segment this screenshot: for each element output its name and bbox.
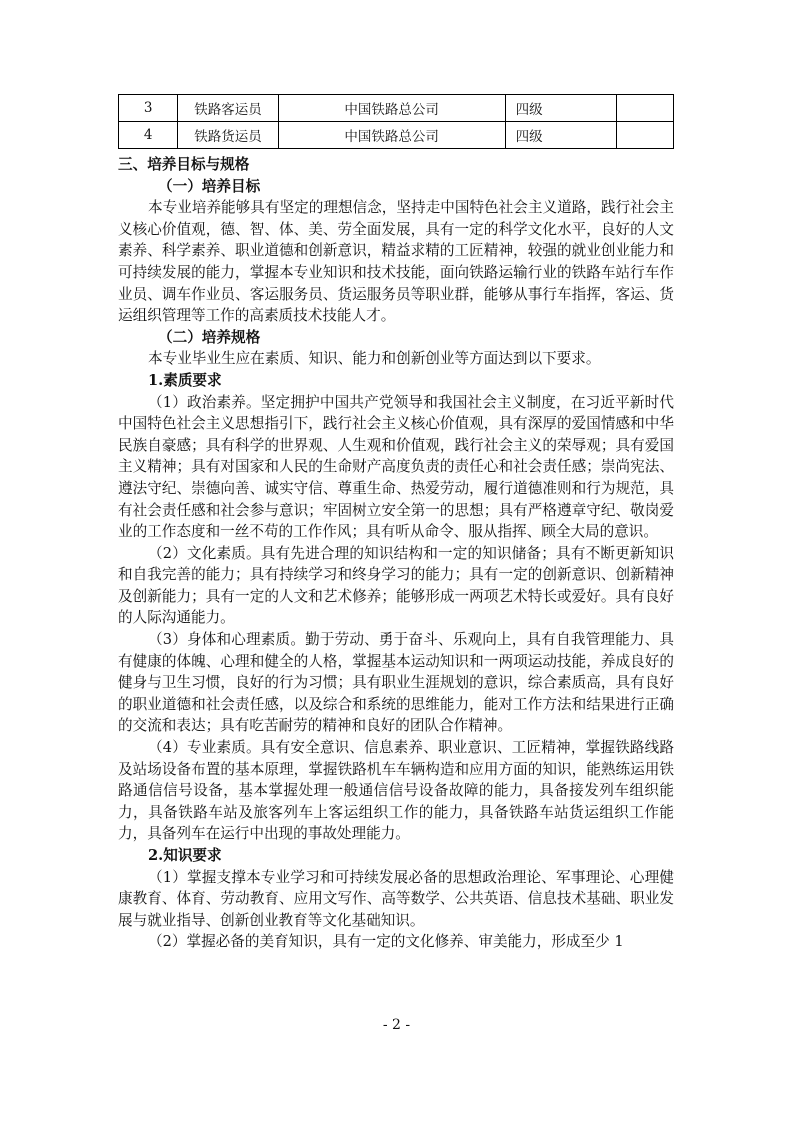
quality-item-physical: （3）身体和心理素质。勤于劳动、勇于奋斗、乐观向上，具有自我管理能力、具有健康的体魄、心理和健全的人格，掌握基本运动知识和一两项运动技能，养成良好的健身与卫生习惯，良好的行为习惯；具有职业生涯规划的意识，综合素质高，具有良好的职业道德和社会责任感，以及综合和系统的思维能力，能对工作方法和结果进行正确的交流和表达；具有吃苦耐劳的精神和良好的团队合作精神。 (118, 631, 674, 735)
subsection-heading-spec: （二）培养规格 (158, 328, 261, 346)
certificate-table (118, 94, 674, 149)
table-row (119, 122, 674, 149)
note-cell (616, 122, 673, 149)
cert-level: 四级 (505, 95, 616, 122)
job-title: 铁路客运员 (178, 95, 278, 122)
note-cell (616, 95, 673, 122)
document-body (118, 154, 674, 953)
issuing-org: 中国铁路总公司 (278, 122, 505, 149)
row-number: 4 (119, 122, 178, 149)
table-row (119, 95, 674, 122)
quality-item-professional: （4）专业素质。具有安全意识、信息素养、职业意识、工匠精神，掌握铁路线路及站场设备布置的基本原理，掌握铁路机车车辆构造和应用方面的知识，能熟练运用铁路通信信号设备，基本掌握处理一般通信信号设备故障的能力，具备接发列车组织能力，具备铁路车站及旅客列车上客运组织工作的能力，具备铁路车站货运组织工作能力，具备列车在运行中出现的事故处理能力。 (118, 739, 674, 843)
subsection-heading-goal: （一）培养目标 (158, 177, 261, 195)
issuing-org: 中国铁路总公司 (278, 95, 505, 122)
knowledge-item-aesthetic: （2）掌握必备的美育知识，具有一定的文化修养、审美能力，形成至少 1 (148, 933, 624, 951)
quality-heading: 1.素质要求 (148, 371, 222, 389)
knowledge-item-basic: （1）掌握支撑本专业学习和可持续发展必备的思想政治理论、军事理论、心理健康教育、体育、劳动教育、应用文写作、高等数学、公共英语、信息技术基础、职业发展与就业指导、创新创业教育等文化基础知识。 (118, 868, 674, 929)
section-heading: 三、培养目标与规格 (118, 156, 250, 173)
quality-item-political: （1）政治素养。坚定拥护中国共产党领导和我国社会主义制度，在习近平新时代中国特色社会主义思想指引下，践行社会主义核心价值观，具有深厚的爱国情感和中华民族自豪感；具有科学的世界观、人生观和价值观，践行社会主义的荣辱观；具有爱国主义精神；具有对国家和人民的生命财产高度负责的责任心和社会责任感；崇尚宪法、遵法守纪、崇德向善、诚实守信、尊重生命、热爱劳动，履行道德准则和行为规范，具有社会责任感和社会参与意识；牢固树立安全第一的思想；具有严格遵章守纪、敬岗爱业的工作态度和一丝不苟的工作作风；具有听从命令、服从指挥、顾全大局的意识。 (118, 393, 674, 541)
page-number: - 2 - (382, 1017, 411, 1033)
quality-item-cultural: （2）文化素质。具有先进合理的知识结构和一定的知识储备；具有不断更新知识和自我完善的能力；具有持续学习和终身学习的能力；具有一定的创新意识、创新精神及创新能力；具有一定的人文和艺术修养；能够形成一两项艺术特长或爱好。具有良好的人际沟通能力。 (118, 544, 674, 627)
row-number: 3 (119, 95, 178, 122)
goal-paragraph: 本专业培养能够具有坚定的理想信念，坚持走中国特色社会主义道路，践行社会主义核心价值观，德、智、体、美、劳全面发展，具有一定的科学文化水平，良好的人文素养、科学素养、职业道德和创新意识，精益求精的工匠精神，较强的就业创业能力和可持续发展的能力，掌握本专业知识和技术技能，面向铁路运输行业的铁路车站行车作业员、调车作业员、客运服务员、货运服务员等职业群，能够从事行车指挥，客运、货运组织管理等工作的高素质技术技能人才。 (118, 199, 674, 325)
spec-intro-paragraph: 本专业毕业生应在素质、知识、能力和创新创业等方面达到以下要求。 (148, 350, 601, 368)
knowledge-heading: 2.知识要求 (148, 847, 222, 864)
job-title: 铁路货运员 (178, 122, 278, 149)
cert-level: 四级 (505, 122, 616, 149)
